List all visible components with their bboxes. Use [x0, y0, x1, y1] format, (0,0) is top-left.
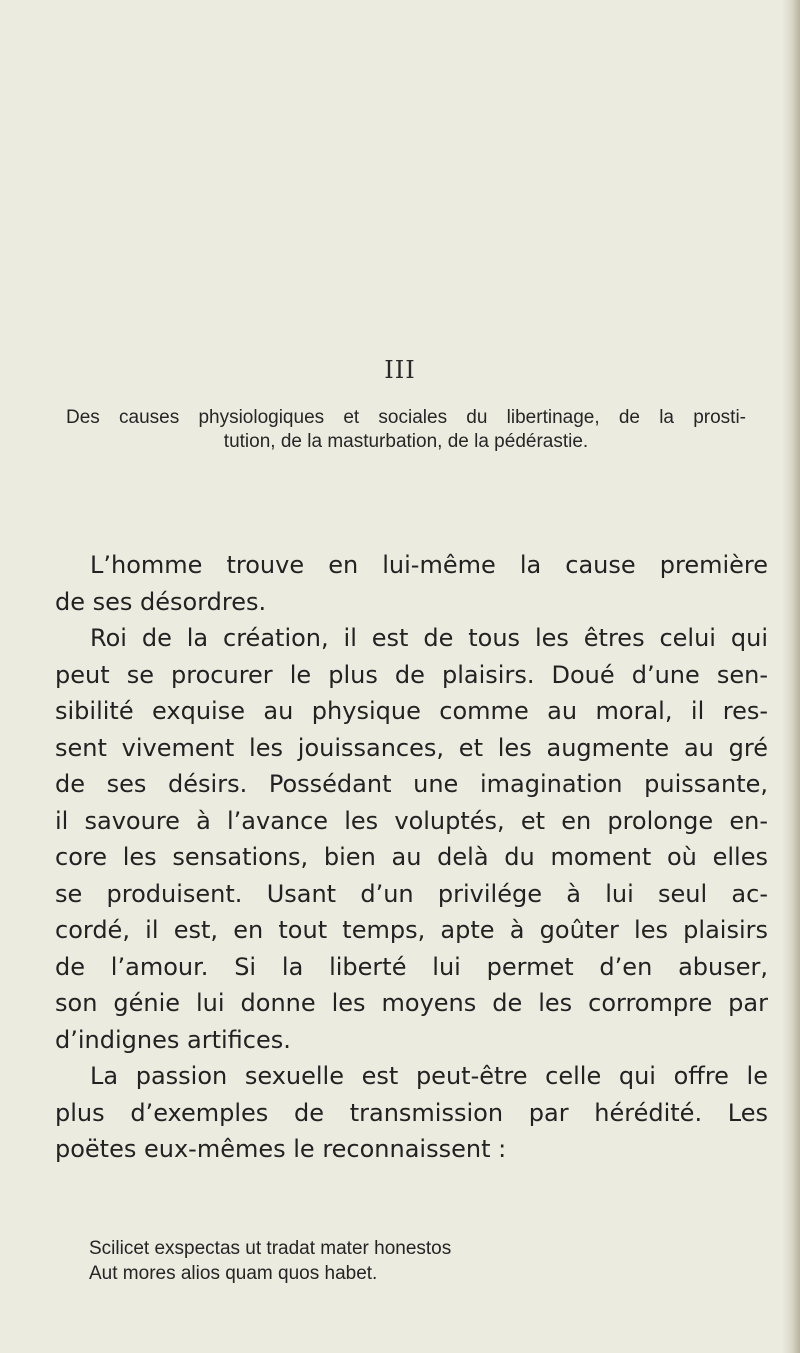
- text-line: poëtes eux-mêmes le reconnaissent :: [55, 1135, 507, 1163]
- text-line: cordé, il est, en tout temps, apte à goûter les plaisirs: [55, 916, 768, 944]
- text-line: son génie lui donne les moyens de les corrompre par: [55, 989, 768, 1017]
- chapter-title-line: tution, de la masturbation, de la pédérastie.: [223, 431, 589, 452]
- chapter-title-line: Des causes physiologiques et sociales du libertinage, de la prosti-: [66, 407, 746, 428]
- text-line: sent vivement les jouissances, et les augmente au gré: [55, 733, 768, 762]
- text-line: La passion sexuelle est peut-être celle qui offre le: [90, 1062, 768, 1090]
- text-line: de l’amour. Si la liberté lui permet d’en abuser,: [55, 952, 768, 981]
- text-line: core les sensations, bien au delà du moment où elles: [55, 843, 768, 871]
- text-line: L’homme trouve en lui-même la cause première: [90, 551, 768, 579]
- text-line: il savoure à l’avance les voluptés, et en prolonge en-: [55, 806, 768, 835]
- body-text: [55, 547, 768, 1168]
- text-line: se produisent. Usant d’un privilége à lui seul ac-: [55, 879, 768, 908]
- text-line: Roi de la création, il est de tous les êtres celui qui: [90, 624, 768, 652]
- chapter-number: III: [384, 356, 416, 384]
- latin-quote: [89, 1236, 649, 1286]
- quote-line: Aut mores alios quam quos habet.: [89, 1263, 378, 1284]
- text-line: de ses désordres.: [55, 587, 267, 616]
- page-edge-shadow: [782, 0, 800, 1353]
- text-line: plus d’exemples de transmission par hérédité. Les: [55, 1098, 768, 1127]
- text-line: sibilité exquise au physique comme au moral, il res-: [55, 697, 768, 725]
- quote-line: Scilicet exspectas ut tradat mater honestos: [89, 1238, 452, 1259]
- text-line: peut se procurer le plus de plaisirs. Doué d’une sen-: [55, 660, 768, 689]
- chapter-title: [66, 406, 746, 454]
- text-line: d’indignes artifices.: [55, 1025, 291, 1054]
- text-line: de ses désirs. Possédant une imagination puissante,: [55, 770, 768, 798]
